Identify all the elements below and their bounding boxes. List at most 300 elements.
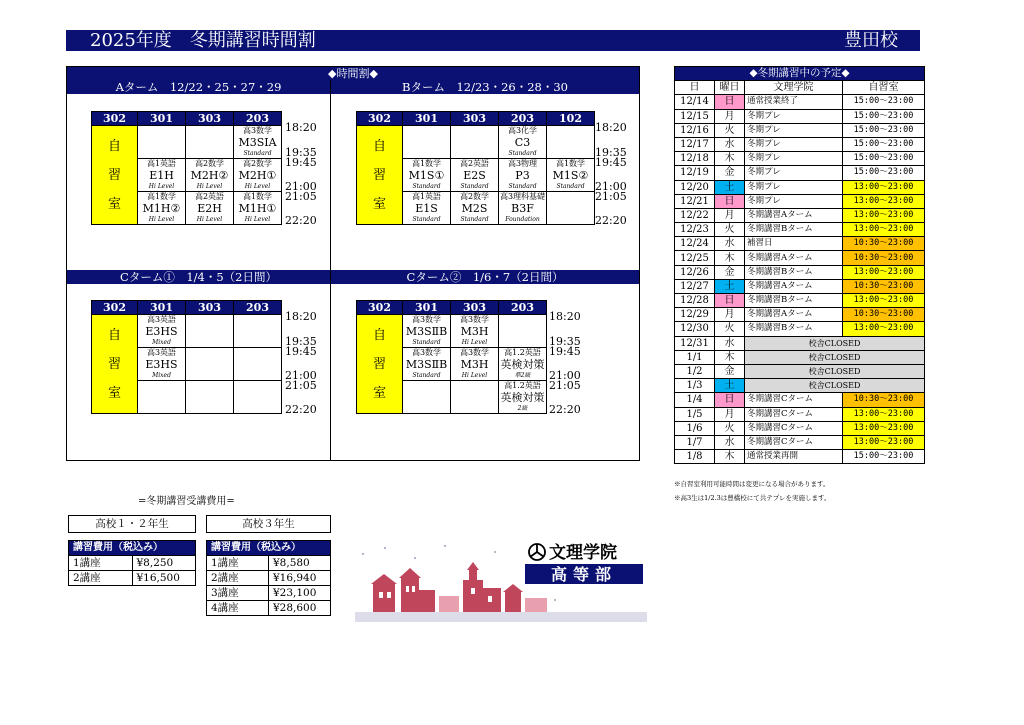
term-c1-label: Cターム① 1/4・5（2日間）: [67, 270, 330, 284]
class-level: Standard: [460, 183, 489, 190]
class-code: [186, 325, 233, 339]
term-c2-label: Cターム② 1/6・7（2日間）: [331, 270, 639, 284]
class-cell: [234, 159, 282, 192]
schedule-weekday: 金: [715, 265, 745, 279]
schedule-event: 冬期プレ: [745, 137, 843, 151]
class-code: E1S: [415, 202, 438, 215]
self-study-char: 習: [372, 167, 386, 183]
class-code: [234, 358, 281, 372]
class-subject: [499, 315, 546, 325]
class-cell: [403, 126, 451, 159]
schedule-study-hours: 13:00～23:00: [843, 265, 925, 279]
schedule-date: 12/24: [675, 237, 715, 251]
schedule-weekday: 日: [715, 294, 745, 308]
schedule-study-hours: 15:00～23:00: [843, 450, 925, 464]
class-subject: [403, 381, 450, 391]
class-level: 2級: [517, 405, 528, 412]
fee-group-2-label: 高校３年生: [206, 515, 331, 533]
fees-title: =冬期講習受講費用=: [138, 496, 235, 507]
time-label: 19:45: [285, 345, 317, 358]
schedule-study-hours: 10:30～23:00: [843, 237, 925, 251]
timetable-grid: [356, 300, 547, 414]
schedule-event: 冬期講習Cターム: [745, 435, 843, 449]
class-cell: [186, 315, 234, 348]
schedule-closed: 校舎CLOSED: [745, 379, 925, 393]
schedule-closed: 校舎CLOSED: [745, 336, 925, 350]
class-level: [234, 405, 281, 413]
schedule-study-hours: 15:00～23:00: [843, 137, 925, 151]
room-header: 102: [547, 112, 595, 126]
class-cell: [451, 381, 499, 414]
schedule-date: 12/26: [675, 265, 715, 279]
schedule-row: [675, 450, 925, 464]
schedule-row: [675, 393, 925, 407]
class-code: E2H: [197, 202, 222, 215]
fee-course-count: 4講座: [207, 601, 269, 616]
class-code: M3SⅠA: [238, 136, 277, 149]
time-label: 21:00: [285, 369, 317, 382]
schedule-row: [675, 180, 925, 194]
schedule-event: 冬期講習Bターム: [745, 294, 843, 308]
schedule-event: 冬期プレ: [745, 109, 843, 123]
room-header: 303: [451, 112, 499, 126]
class-level: Standard: [412, 339, 441, 346]
schedule-date: 1/1: [675, 350, 715, 364]
class-code: [451, 391, 498, 405]
self-study-room: [357, 126, 403, 225]
schedule-weekday: 月: [715, 407, 745, 421]
class-cell: [234, 381, 282, 414]
class-subject: 高1数学: [555, 159, 586, 168]
class-code: [138, 136, 185, 150]
time-label: 19:45: [595, 156, 627, 169]
term-a-label: Aターム 12/22・25・27・29: [67, 80, 330, 94]
class-cell: [403, 348, 451, 381]
fee-price: ¥8,580: [269, 556, 331, 571]
schedule-weekday: 金: [715, 166, 745, 180]
class-code: [186, 391, 233, 405]
schedule-date: 1/3: [675, 379, 715, 393]
schedule-event: 通常授業終了: [745, 95, 843, 109]
schedule-row: [675, 350, 925, 364]
time-label: 21:00: [285, 180, 317, 193]
time-label: 21:05: [285, 379, 317, 392]
schedule-weekday: 土: [715, 379, 745, 393]
schedule-row: [675, 95, 925, 109]
class-code: C3: [514, 136, 531, 149]
schedule-row: [675, 152, 925, 166]
class-subject: [451, 126, 498, 136]
class-level: Standard: [412, 183, 441, 190]
time-label: 19:45: [285, 156, 317, 169]
logo-sub: 高等部: [550, 565, 618, 584]
room-header: 302: [357, 301, 403, 315]
room-header: 203: [234, 112, 282, 126]
schedule-study-hours: 13:00～23:00: [843, 407, 925, 421]
schedule-weekday: 火: [715, 322, 745, 336]
schedule-study-hours: 13:00～23:00: [843, 208, 925, 222]
schedule-row: [675, 166, 925, 180]
schedule-date: 12/30: [675, 322, 715, 336]
time-label: 21:00: [595, 180, 627, 193]
class-level: [234, 339, 281, 347]
class-level: 準2級: [514, 372, 531, 379]
schedule-study-hours: 15:00～23:00: [843, 109, 925, 123]
class-cell: [138, 381, 186, 414]
class-level: [403, 405, 450, 413]
class-subject: 高2英語: [194, 192, 225, 201]
class-code: M1H②: [142, 202, 181, 215]
schedule-weekday: 木: [715, 450, 745, 464]
schedule-study-hours: 13:00～23:00: [843, 322, 925, 336]
col-date: 日: [675, 81, 715, 95]
fee-header: 講習費用（税込み）: [207, 541, 331, 556]
col-event: 文理学院: [745, 81, 843, 95]
self-study-room: [357, 315, 403, 414]
class-subject: [234, 381, 281, 391]
schedule-weekday: 水: [715, 237, 745, 251]
fee-course-count: 2講座: [69, 571, 133, 586]
class-level: [499, 339, 546, 347]
room-header: 203: [499, 301, 547, 315]
schedule-row: [675, 223, 925, 237]
schedule-weekday: 木: [715, 152, 745, 166]
schedule-row: [675, 279, 925, 293]
col-study: 自習室: [843, 81, 925, 95]
schedule-weekday: 水: [715, 435, 745, 449]
logo-name: 文理学院: [549, 543, 617, 563]
schedule-date: 12/28: [675, 294, 715, 308]
schedule-weekday: 火: [715, 223, 745, 237]
class-subject: 高3数学: [459, 348, 490, 357]
schedule-study-hours: 13:00～23:00: [843, 194, 925, 208]
class-subject: 高1英語: [146, 159, 177, 168]
class-subject: 高3化学: [507, 126, 538, 135]
time-label: 19:35: [285, 335, 317, 348]
room-header: 301: [138, 112, 186, 126]
schedule-weekday: 月: [715, 109, 745, 123]
class-cell: [234, 126, 282, 159]
class-code: E1H: [149, 169, 174, 182]
fee-row: [207, 556, 331, 571]
schedule-closed: 校舎CLOSED: [745, 350, 925, 364]
self-study-char: 自: [107, 327, 121, 343]
self-study-room: [92, 126, 138, 225]
class-cell: [403, 315, 451, 348]
schedule-row: [675, 322, 925, 336]
class-code: [403, 136, 450, 150]
schedule-event: 冬期講習Bターム: [745, 322, 843, 336]
class-level: Hi Level: [196, 216, 223, 223]
class-level: Foundation: [505, 216, 540, 223]
self-study-char: 自: [107, 138, 121, 154]
class-level: [186, 339, 233, 347]
class-subject: 高1英語: [411, 192, 442, 201]
room-header: 302: [92, 301, 138, 315]
schedule-study-hours: 10:30～23:00: [843, 393, 925, 407]
self-study-char: 自: [372, 327, 386, 343]
class-code: 英検対策: [500, 358, 545, 371]
timetable-grid: [356, 111, 595, 225]
class-level: Hi Level: [461, 372, 488, 379]
class-level: [234, 372, 281, 380]
schedule-event: 冬期プレ: [745, 180, 843, 194]
self-study-char: 室: [107, 385, 121, 401]
school-name: 豊田校: [844, 30, 898, 51]
class-cell: [451, 192, 499, 225]
class-subject: [186, 315, 233, 325]
class-code: M2H②: [190, 169, 229, 182]
self-study-char: 室: [372, 196, 386, 212]
class-level: [451, 405, 498, 413]
class-subject: 高2英語: [459, 159, 490, 168]
schedule-row: [675, 435, 925, 449]
class-cell: [138, 159, 186, 192]
class-subject: 高3数学: [411, 315, 442, 324]
class-cell: [547, 159, 595, 192]
fee-course-count: 1講座: [207, 556, 269, 571]
class-code: B3F: [511, 202, 534, 215]
time-label: 19:45: [549, 345, 581, 358]
schedule-event: 冬期プレ: [745, 123, 843, 137]
timetable-grid: [91, 111, 282, 225]
time-label: 21:05: [549, 379, 581, 392]
class-level: [547, 150, 594, 158]
fee-row: [69, 556, 196, 571]
class-cell: [499, 348, 547, 381]
schedule-weekday: 土: [715, 279, 745, 293]
term-b-label: Bターム 12/23・26・28・30: [331, 80, 639, 94]
class-subject: [403, 126, 450, 136]
class-level: Standard: [412, 372, 441, 379]
class-cell: [234, 315, 282, 348]
schedule-row: [675, 137, 925, 151]
schedule-event: 冬期プレ: [745, 152, 843, 166]
class-code: M3H: [460, 325, 489, 338]
class-cell: [186, 159, 234, 192]
class-subject: [547, 126, 594, 136]
class-cell: [451, 126, 499, 159]
class-cell: [547, 192, 595, 225]
time-label: 18:20: [595, 121, 627, 134]
class-code: P3: [515, 169, 530, 182]
class-subject: 高3数学: [459, 315, 490, 324]
room-header: 303: [186, 112, 234, 126]
schedule-weekday: 水: [715, 336, 745, 350]
class-cell: [138, 315, 186, 348]
schedule-row: [675, 194, 925, 208]
class-cell: [138, 126, 186, 159]
schedule-closed: 校舎CLOSED: [745, 364, 925, 378]
title-bar: [66, 30, 920, 51]
schedule-weekday: 火: [715, 123, 745, 137]
schedule-study-hours: 10:30～23:00: [843, 308, 925, 322]
schedule-row: [675, 237, 925, 251]
class-cell: [547, 126, 595, 159]
class-subject: 高3英語: [146, 348, 177, 357]
class-level: Standard: [412, 216, 441, 223]
room-header: 203: [499, 112, 547, 126]
self-study-char: 習: [372, 356, 386, 372]
class-level: Standard: [243, 150, 272, 157]
col-weekday: 曜日: [715, 81, 745, 95]
schedule-weekday: 日: [715, 95, 745, 109]
class-cell: [451, 315, 499, 348]
fee-course-count: 2講座: [207, 571, 269, 586]
class-subject: [186, 348, 233, 358]
class-code: [403, 391, 450, 405]
class-cell: [451, 159, 499, 192]
schedule-date: 12/31: [675, 336, 715, 350]
schedule-weekday: 月: [715, 308, 745, 322]
class-code: M3SⅡB: [405, 358, 448, 371]
fee-header: 講習費用（税込み）: [69, 541, 196, 556]
schedule-event: 冬期講習Cターム: [745, 421, 843, 435]
self-study-room: [92, 315, 138, 414]
class-code: [234, 325, 281, 339]
schedule-event: 冬期講習Bターム: [745, 265, 843, 279]
fee-row: [207, 586, 331, 601]
class-cell: [403, 159, 451, 192]
class-subject: [451, 381, 498, 391]
class-level: Hi Level: [461, 339, 488, 346]
class-level: Mixed: [152, 339, 171, 346]
schedule-row: [675, 336, 925, 350]
schedule-weekday: 日: [715, 194, 745, 208]
schedule-event: 冬期プレ: [745, 194, 843, 208]
time-label: 19:35: [285, 146, 317, 159]
schedule-date: 1/8: [675, 450, 715, 464]
schedule-study-hours: 10:30～23:00: [843, 279, 925, 293]
class-cell: [403, 192, 451, 225]
schedule-row: [675, 208, 925, 222]
class-subject: [547, 192, 594, 202]
class-code: [547, 136, 594, 150]
room-header: 301: [403, 112, 451, 126]
schedule-study-hours: 15:00～23:00: [843, 95, 925, 109]
class-subject: 高3理科基礎: [499, 192, 546, 201]
class-subject: 高3数学: [411, 348, 442, 357]
schedule-date: 12/14: [675, 95, 715, 109]
schedule-weekday: 金: [715, 364, 745, 378]
class-code: [186, 136, 233, 150]
class-code: E2S: [463, 169, 486, 182]
class-subject: 高1数学: [411, 159, 442, 168]
time-label: 18:20: [285, 121, 317, 134]
time-label: 21:05: [285, 190, 317, 203]
schedule-title: ◆冬期講習中の予定◆: [675, 67, 925, 81]
class-subject: 高1.2英語: [504, 381, 541, 390]
schedule-date: 12/27: [675, 279, 715, 293]
schedule-date: 12/18: [675, 152, 715, 166]
class-cell: [499, 192, 547, 225]
schedule-table: [674, 66, 925, 464]
class-cell: [499, 315, 547, 348]
class-subject: [138, 381, 185, 391]
fee-course-count: 1講座: [69, 556, 133, 571]
schedule-study-hours: 15:00～23:00: [843, 123, 925, 137]
class-cell: [451, 348, 499, 381]
schedule-weekday: 木: [715, 251, 745, 265]
class-level: Hi Level: [244, 183, 271, 190]
class-code: M1S②: [552, 169, 589, 182]
class-subject: [186, 126, 233, 136]
fee-price: ¥16,500: [132, 571, 196, 586]
time-label: 18:20: [549, 310, 581, 323]
schedule-weekday: 火: [715, 421, 745, 435]
schedule-row: [675, 123, 925, 137]
fee-price: ¥8,250: [132, 556, 196, 571]
schedule-study-hours: 10:30～23:00: [843, 251, 925, 265]
class-level: [138, 150, 185, 158]
class-level: Mixed: [152, 372, 171, 379]
schedule-date: 12/25: [675, 251, 715, 265]
class-cell: [138, 348, 186, 381]
schedule-weekday: 月: [715, 208, 745, 222]
class-cell: [234, 348, 282, 381]
fee-row: [207, 601, 331, 616]
class-cell: [403, 381, 451, 414]
schedule-date: 1/7: [675, 435, 715, 449]
class-subject: [186, 381, 233, 391]
schedule-date: 12/17: [675, 137, 715, 151]
schedule-date: 1/6: [675, 421, 715, 435]
schedule-row: [675, 308, 925, 322]
schedule-event: 冬期講習Bターム: [745, 223, 843, 237]
class-subject: 高2数学: [242, 159, 273, 168]
class-code: M1H①: [238, 202, 277, 215]
class-subject: 高3数学: [242, 126, 273, 135]
class-level: [138, 405, 185, 413]
class-code: M1S①: [408, 169, 445, 182]
schedule-event: 冬期講習Cターム: [745, 407, 843, 421]
schedule-date: 12/22: [675, 208, 715, 222]
schedule-event: 補習日: [745, 237, 843, 251]
room-header: 303: [186, 301, 234, 315]
class-code: E3HS: [145, 325, 178, 338]
schedule-weekday: 日: [715, 393, 745, 407]
schedule-date: 12/16: [675, 123, 715, 137]
schedule-date: 12/23: [675, 223, 715, 237]
schedule-date: 12/21: [675, 194, 715, 208]
schedule-study-hours: 13:00～23:00: [843, 223, 925, 237]
divider: [330, 80, 331, 460]
class-code: [451, 136, 498, 150]
class-level: Hi Level: [196, 183, 223, 190]
schedule-event: 冬期講習Aターム: [745, 251, 843, 265]
fee-price: ¥23,100: [269, 586, 331, 601]
schedule-row: [675, 109, 925, 123]
class-subject: 高2数学: [194, 159, 225, 168]
schedule-row: [675, 251, 925, 265]
class-level: [186, 372, 233, 380]
schedule-row: [675, 379, 925, 393]
fee-group-1-label: 高校１・２年生: [68, 515, 196, 533]
time-label: 22:20: [595, 214, 627, 227]
time-label: 22:20: [549, 403, 581, 416]
room-header: 301: [138, 301, 186, 315]
townscape-illustration: [355, 540, 647, 626]
class-level: Hi Level: [148, 183, 175, 190]
room-header: 302: [92, 112, 138, 126]
schedule-event: 冬期講習Cターム: [745, 393, 843, 407]
schedule-date: 12/20: [675, 180, 715, 194]
self-study-char: 室: [107, 196, 121, 212]
class-level: [186, 405, 233, 413]
schedule-study-hours: 13:00～23:00: [843, 180, 925, 194]
class-code: [547, 202, 594, 216]
self-study-char: 習: [107, 167, 121, 183]
